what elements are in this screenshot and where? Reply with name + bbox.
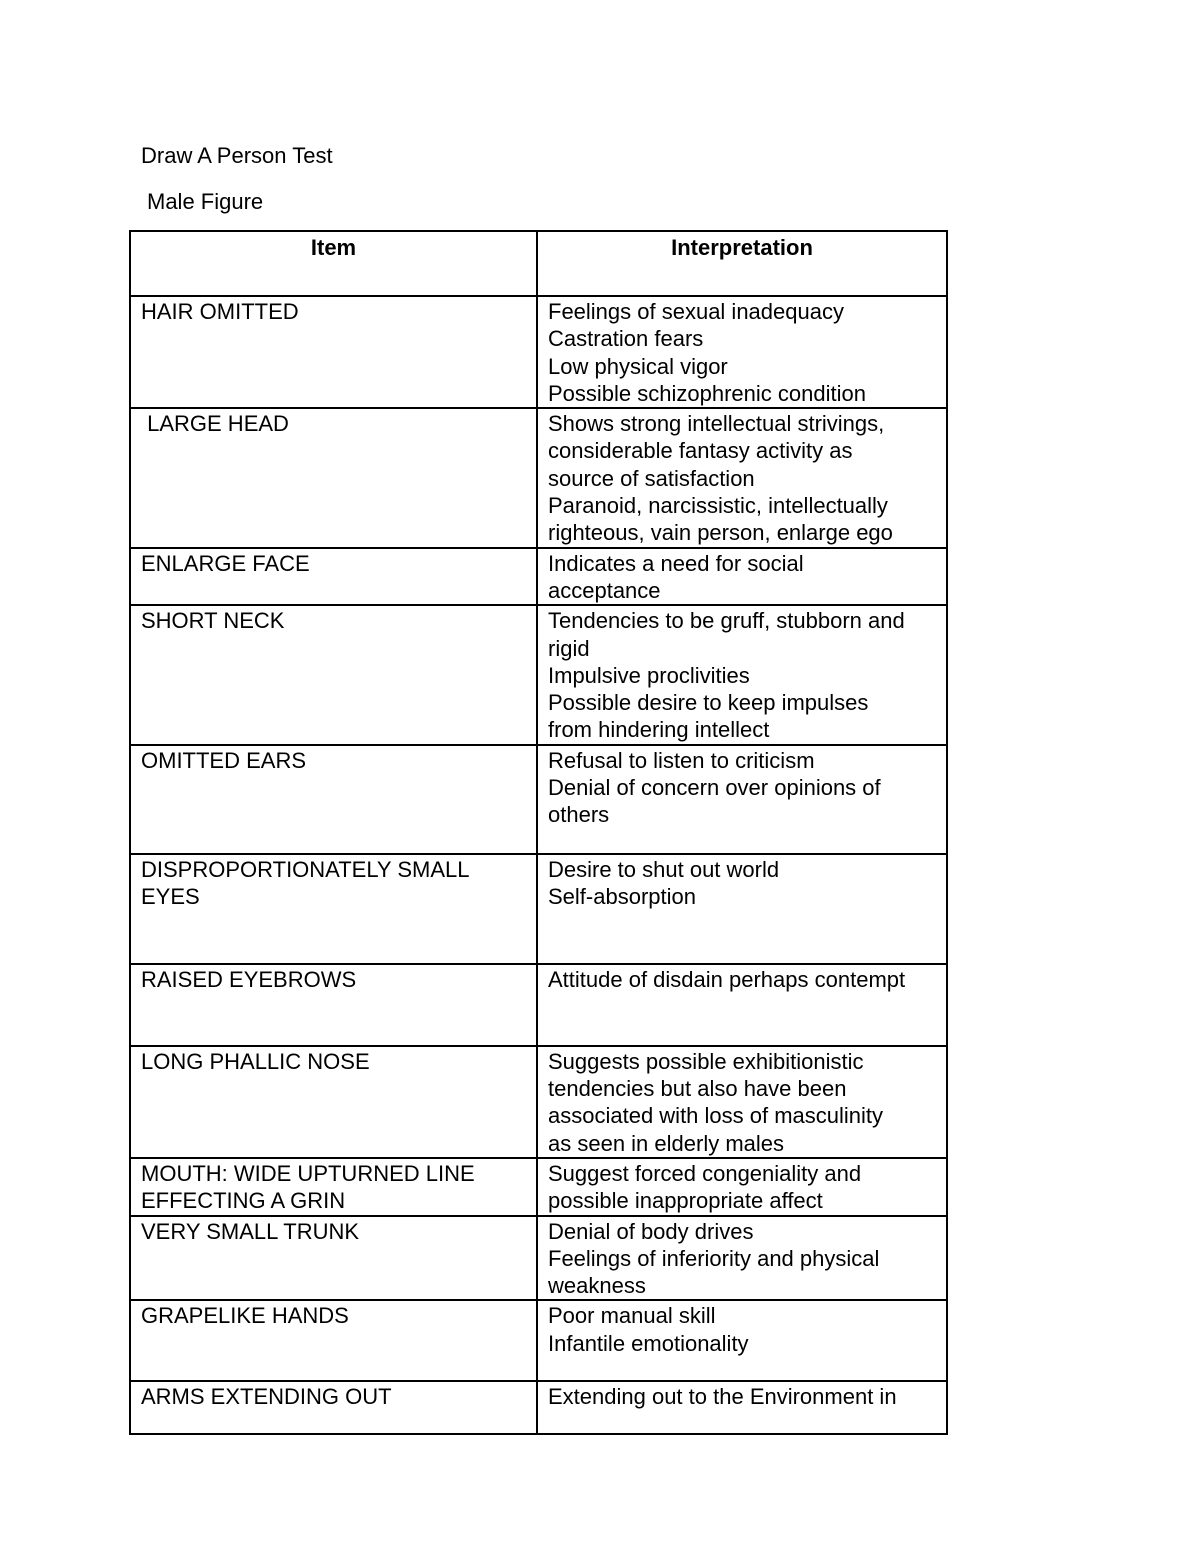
table-row [130, 548, 947, 606]
table-row [130, 745, 947, 854]
interpretation-cell [537, 408, 947, 547]
page-subtitle: Male Figure [147, 189, 264, 214]
table-row [130, 605, 947, 744]
item-text: ARMS EXTENDING OUT [141, 1384, 392, 1410]
item-cell [130, 408, 537, 547]
interpretation-text: Feelings of sexual inadequacy [548, 299, 844, 324]
interpretation-text: Possible schizophrenic condition [548, 380, 866, 406]
interpretation-text: Suggests possible exhibitionistic [548, 1048, 864, 1074]
item-text: RAISED EYEBROWS [141, 966, 357, 992]
interpretation-text: as seen in elderly males [548, 1130, 785, 1156]
table-row [130, 1046, 947, 1158]
interpretation-cell [537, 1300, 947, 1381]
interpretation-text: Denial of body drives [548, 1218, 754, 1244]
page-title: Draw A Person Test [141, 143, 333, 168]
interpretation-cell [537, 1158, 947, 1216]
table-row [130, 1300, 947, 1381]
header-item: Item [130, 231, 537, 296]
interpretation-text: Feelings of inferiority and physical [548, 1245, 880, 1271]
table-row [130, 408, 947, 547]
interpretation-text: Possible desire to keep impulses [548, 690, 869, 716]
item-text: EYES [141, 884, 200, 910]
interpretation-text: considerable fantasy activity as [548, 438, 853, 464]
interpretation-text: rigid [548, 635, 590, 661]
table-row [130, 1381, 947, 1434]
item-cell [130, 1158, 537, 1216]
interpretation-text: Suggest forced congeniality and [548, 1160, 862, 1186]
interpretation-text: Poor manual skill [548, 1303, 716, 1329]
interpretation-text: possible inappropriate affect [548, 1188, 823, 1214]
interpretation-text: Indicates a need for social [548, 550, 804, 576]
item-cell [130, 1046, 537, 1158]
interpretation-cell [537, 1046, 947, 1158]
interpretation-cell [537, 745, 947, 854]
interpretation-text: Impulsive proclivities [548, 662, 750, 688]
interpretation-text: Desire to shut out world [548, 856, 780, 882]
interpretation-text: from hindering intellect [548, 717, 770, 743]
interpretation-text: associated with loss of masculinity [548, 1103, 884, 1129]
interpretation-text: Shows strong intellectual strivings, [548, 411, 885, 437]
interpretation-text: Low physical vigor [548, 353, 728, 379]
interpretation-text: Tendencies to be gruff, stubborn and [548, 608, 905, 634]
interpretation-cell [537, 854, 947, 964]
interpretation-text: Infantile emotionality [548, 1330, 749, 1356]
interpretation-text: tendencies but also have been [548, 1076, 847, 1102]
table-row [130, 1158, 947, 1216]
header-interpretation: Interpretation [537, 231, 947, 296]
interpretation-cell [537, 1381, 947, 1434]
item-text: DISPROPORTIONATELY SMALL [141, 856, 470, 882]
item-text: SHORT NECK [141, 608, 285, 634]
item-text: LONG PHALLIC NOSE [141, 1048, 370, 1074]
interpretation-text: Attitude of disdain perhaps contempt [548, 966, 906, 992]
interpretation-cell [537, 1216, 947, 1301]
table-row [130, 964, 947, 1046]
item-text: GRAPELIKE HANDS [141, 1303, 349, 1329]
interpretation-text: acceptance [548, 577, 661, 603]
item-text: ENLARGE FACE [141, 550, 310, 576]
item-text: VERY SMALL TRUNK [141, 1218, 360, 1244]
interpretation-cell [537, 296, 947, 408]
item-cell [130, 605, 537, 744]
item-cell [130, 854, 537, 964]
table-body [130, 296, 947, 1434]
interpretation-text: Extending out to the Environment in [548, 1384, 897, 1410]
item-cell [130, 745, 537, 854]
interpretation-text: righteous, vain person, enlarge ego [548, 520, 893, 546]
interpretation-cell [537, 964, 947, 1046]
item-cell [130, 296, 537, 408]
item-cell [130, 1300, 537, 1381]
interpretation-text: Castration fears [548, 326, 704, 352]
table-row [130, 854, 947, 964]
interpretation-cell [537, 605, 947, 744]
item-text: OMITTED EARS [141, 747, 307, 773]
interpretation-text: Denial of concern over opinions of [548, 775, 881, 801]
item-cell [130, 964, 537, 1046]
interpretation-text: source of satisfaction [548, 465, 755, 491]
item-text: HAIR OMITTED [141, 299, 299, 324]
interpretation-text: Self-absorption [548, 884, 696, 910]
item-text: MOUTH: WIDE UPTURNED LINE [141, 1160, 475, 1186]
interpretation-text: weakness [548, 1273, 646, 1299]
item-cell [130, 1381, 537, 1434]
table-row [130, 1216, 947, 1301]
item-text: EFFECTING A GRIN [141, 1188, 346, 1214]
item-text: LARGE HEAD [141, 411, 289, 437]
interpretation-text: others [548, 802, 610, 828]
interpretation-text: Refusal to listen to criticism [548, 747, 815, 773]
item-cell [130, 548, 537, 606]
interpretation-table [129, 230, 948, 1435]
table-header-row [130, 231, 947, 296]
interpretation-cell [537, 548, 947, 606]
interpretation-text: Paranoid, narcissistic, intellectually [548, 493, 888, 519]
table-row [130, 296, 947, 408]
item-cell [130, 1216, 537, 1301]
